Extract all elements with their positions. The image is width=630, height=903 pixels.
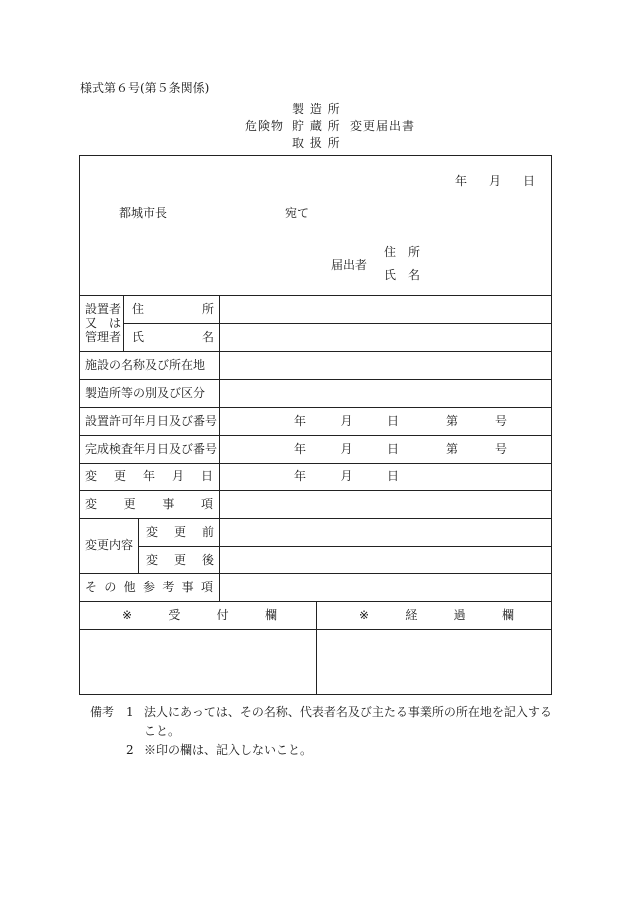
form-table [79, 155, 552, 695]
notifier-address-label: 住 所 [384, 245, 421, 259]
reception-column-header: ※ 受 付 欄 [122, 608, 277, 622]
owner-name-label: 氏 名 [132, 330, 214, 344]
inspection-go: 号 [495, 442, 508, 456]
grid-line [80, 463, 551, 464]
title-prefix: 危険物 [245, 119, 285, 133]
grid-line [80, 407, 551, 408]
inspection-dai: 第 [446, 442, 459, 456]
grid-line [123, 323, 551, 324]
owner-label-3: 管理者 [85, 330, 122, 344]
facility-category-label: 製造所等の別及び区分 [85, 386, 206, 400]
notifier-name-label: 氏 名 [384, 268, 421, 282]
before-change-label: 変 更 前 [146, 525, 214, 539]
grid-line [80, 518, 551, 519]
remark-2-number: 2 [126, 743, 134, 757]
change-matter-label: 変 更 事 項 [85, 497, 213, 511]
form-title [0, 103, 630, 149]
grid-line [80, 435, 551, 436]
remark-1-text: 法人にあっては、その名称、代表者名及び主たる事業所の所在地を記入する [144, 705, 552, 719]
grid-line [138, 518, 139, 573]
grid-line [316, 601, 317, 694]
permit-date: 年 月 日 [294, 414, 399, 428]
form-number: 様式第６号(第５条関係) [80, 81, 210, 95]
inspection-date-number-label: 完成検査年月日及び番号 [85, 442, 218, 456]
owner-label-1: 設置者 [85, 302, 122, 316]
change-content-label: 変更内容 [85, 538, 134, 552]
grid-line [123, 295, 124, 351]
permit-go: 号 [495, 414, 508, 428]
title-facility-handling: 取 扱 所 [292, 136, 341, 150]
progress-column-header: ※ 経 過 欄 [359, 608, 514, 622]
inspection-date: 年 月 日 [294, 442, 399, 456]
permit-date-number-label: 設置許可年月日及び番号 [85, 414, 218, 428]
remarks-label: 備考 [90, 705, 115, 719]
grid-line [80, 379, 551, 380]
title-suffix: 変更届出書 [350, 119, 416, 133]
grid-line [80, 351, 551, 352]
other-reference-label: そ の 他 参 考 事 項 [85, 580, 213, 594]
notification-date: 年 月 日 [455, 174, 535, 188]
owner-label-2: 又 は [85, 316, 122, 330]
after-change-label: 変 更 後 [146, 553, 214, 567]
title-facility-manufacturing: 製 造 所 [292, 102, 341, 116]
addressee: 都城市長 [119, 206, 168, 220]
remark-1-number: 1 [126, 705, 134, 719]
permit-dai: 第 [446, 414, 459, 428]
notifier-label: 届出者 [331, 258, 368, 272]
grid-line [80, 295, 551, 296]
change-date-label: 変 更 年 月 日 [85, 469, 213, 483]
grid-line [80, 573, 551, 574]
remark-1-text-cont: こと。 [144, 724, 181, 738]
title-facility-storage: 貯 蔵 所 [292, 119, 341, 133]
grid-line [80, 490, 551, 491]
remark-2-text: ※印の欄は、記入しないこと。 [144, 743, 313, 757]
grid-line [138, 546, 551, 547]
grid-line [219, 295, 220, 601]
facility-name-location-label: 施設の名称及び所在地 [85, 358, 206, 372]
owner-address-label: 住 所 [132, 302, 214, 316]
change-date: 年 月 日 [294, 469, 399, 483]
addressee-suffix: 宛て [285, 206, 310, 220]
